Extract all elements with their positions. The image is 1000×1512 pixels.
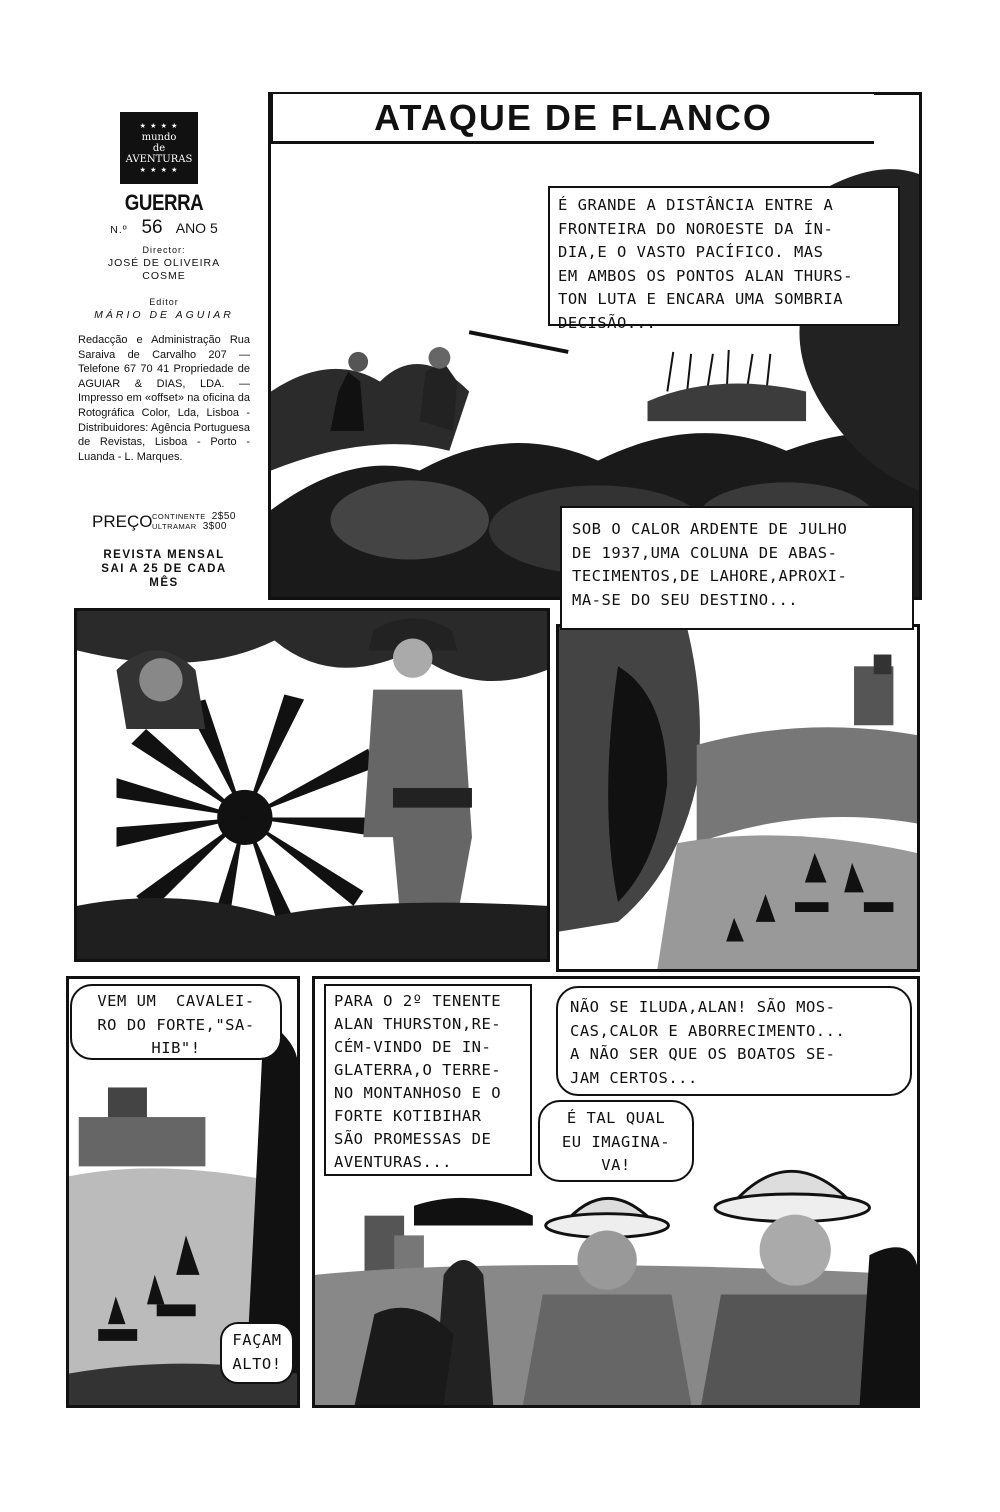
logo-line-2: de [152,142,166,154]
balloon-line: NÃO SE ILUDA,ALAN! SÃO MOS- [570,998,836,1016]
caption-line: NO MONTANHOSO E O [334,1084,502,1102]
caption-panel-5 [324,984,532,1176]
balloon-line: HIB"! [151,1039,201,1057]
balloon-line: JAM CERTOS... [570,1068,698,1087]
balloon-line: É TAL QUAL [566,1109,666,1127]
logo-stars-bottom: ★ ★ ★ ★ [139,165,179,174]
editor-label: Editor [149,297,179,307]
price-ultramar: 3$00 [202,521,227,532]
balloon-line: VA! [601,1156,631,1174]
price-continente: 2$50 [211,511,236,522]
director-block [76,244,252,283]
caption-line: É GRANDE A DISTÂNCIA ENTRE A [558,196,834,214]
balloon-facam-alto [220,1322,294,1384]
caption-line: DE 1937,UMA COLUNA DE ABAS- [572,543,838,562]
panel-3-artwork [559,627,917,969]
series-name: GUERRA [124,190,204,215]
officer-left [523,1198,691,1405]
issue-number-line [76,217,252,239]
price-ultramar-label: ULTRAMAR [152,522,197,531]
caption-line: TON LUTA E ENCARA UMA SOMBRIA [558,290,844,308]
caption-line: FORTE KOTIBIHAR [334,1107,482,1125]
price-rows [152,512,236,532]
editor-block [76,296,252,322]
price-label: PREÇO [92,512,153,531]
balloon-line: A NÃO SER QUE OS BOATOS SE- [570,1045,836,1063]
caption-line: SOB O CALOR ARDENTE DE JULHO [572,520,848,538]
caption-line: MA-SE DO SEU DESTINO... [572,590,799,609]
balloon-tal-qual [538,1100,694,1182]
credits-text: Redacção e Administração Rua Saraiva de Carvalho 207 — Telefone 67 70 41 Propriedade de AGUIAR & DIAS, LDA. — Impresso em «offset» na oficina da Rotográfica Color, Lda, Lisboa - Distribuidores: Agência Portuguesa de Revistas, Lisboa - Porto - Luanda - L. Marques. [78,334,250,463]
caption-line: TECIMENTOS,DE LAHORE,APROXI- [572,567,848,585]
balloon-line: VEM UM CAVALEI- [97,992,255,1010]
director-name-1: JOSÉ DE OLIVEIRA [107,257,221,269]
publisher-logo [120,112,198,184]
balloon-line: RO DO FORTE,"SA- [97,1015,255,1034]
number-label: N.º [110,224,128,236]
editor-name: MÁRIO DE AGUIAR [94,309,234,321]
caption-line: GLATERRA,O TERRE- [334,1061,502,1079]
balloon-nao-se-iluda [556,986,912,1096]
distant-fort [854,666,893,725]
caption-line: DIA,E O VASTO PACÍFICO. MAS [558,243,824,261]
caption-line: FRONTEIRA DO NOROESTE DA ÍN- [558,219,834,238]
caption-line: EM AMBOS OS PONTOS ALAN THURS- [558,266,853,285]
panel-2-artwork [77,611,547,959]
panel-3-column [556,624,920,972]
monthly-line-2: SAI A 25 DE CADA [101,563,227,575]
monthly-line-1: REVISTA MENSAL [103,549,225,561]
caption-line: CÉM-VINDO DE IN- [334,1038,492,1056]
balloon-cavaleiro [70,984,282,1060]
year-label: ANO 5 [175,220,218,236]
logo-line-1: mundo [141,131,177,143]
balloon-line: CAS,CALOR E ABORRECIMENTO... [570,1021,846,1040]
logo-line-3: AVENTURAS [125,153,193,165]
balloon-line: EU IMAGINA- [561,1132,671,1151]
director-name-2: COSME [142,270,186,282]
logo-stars: ★ ★ ★ ★ [139,121,179,130]
panel-2-flag [74,608,550,962]
balloon-line: ALTO! [232,1354,282,1373]
caption-line: DECISÃO... [558,313,657,332]
director-label: Director: [142,245,186,255]
caption-panel-3 [560,506,914,630]
caption-line: PARA O 2º TENENTE [334,992,502,1010]
caption-line: ALAN THURSTON,RE- [334,1015,502,1033]
caption-line: SÃO PROMESSAS DE [334,1130,492,1148]
caption-panel-1 [548,186,900,332]
issue-number: 56 [141,217,163,238]
monthly-line-3: MÊS [149,577,179,589]
monthly-note [82,548,246,590]
caption-line: AVENTURAS... [334,1153,452,1171]
story-title: ATAQUE DE FLANCO [270,94,874,144]
price-continente-label: CONTINENTE [152,512,206,521]
balloon-line: FAÇAM [232,1331,282,1349]
